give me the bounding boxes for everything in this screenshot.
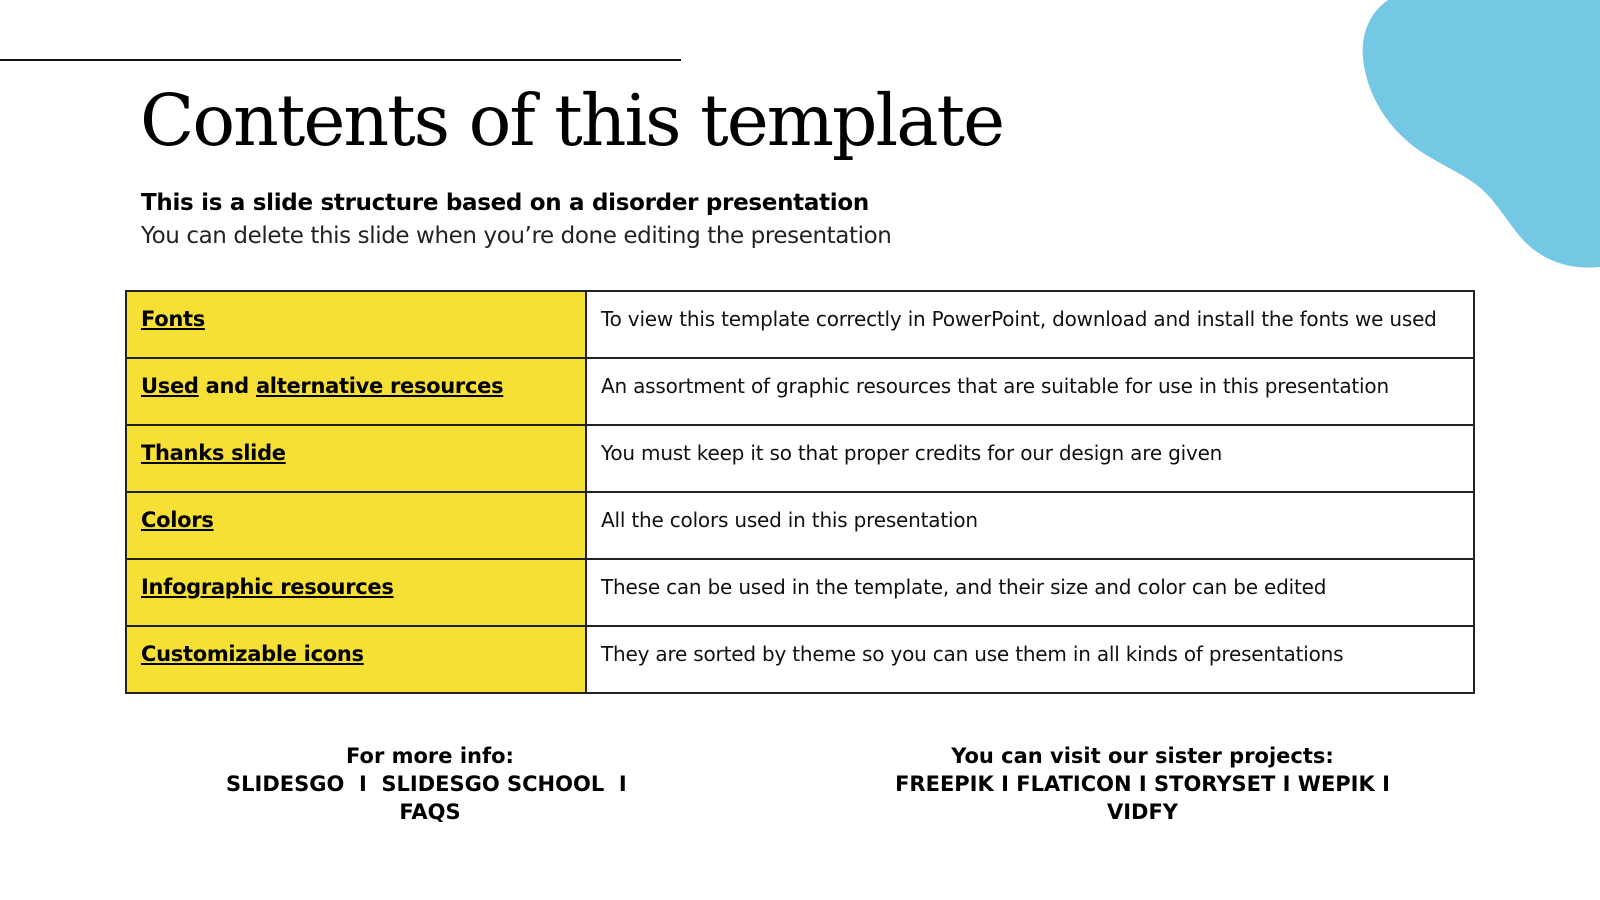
customizable-icons-link[interactable]: Customizable icons [141,642,364,666]
row-description: An assortment of graphic resources that are suitable for use in this presentation [586,358,1474,425]
top-divider-line [0,59,681,61]
faqs-link[interactable]: FAQS [399,800,461,824]
footer-separator: I [1382,772,1390,796]
footer-more-info [205,742,655,826]
flaticon-link[interactable]: FLATICON [1016,772,1132,796]
table-row [126,358,1474,425]
footer-sister-projects-heading: You can visit our sister projects: [951,744,1334,768]
colors-link[interactable]: Colors [141,508,214,532]
table-row [126,425,1474,492]
vidfy-link[interactable]: VIDFY [1106,800,1179,824]
footer-more-info-heading: For more info: [346,744,514,768]
decorative-blue-blob [1360,0,1600,275]
label-connector: and [205,374,249,398]
row-description: They are sorted by theme so you can use them in all kinds of presentations [586,626,1474,693]
footer-separator: I [1138,772,1147,796]
row-label-cell [126,425,586,492]
table-row [126,291,1474,358]
footer-separator: I [1001,772,1009,796]
table-row [126,492,1474,559]
row-label-cell [126,492,586,559]
storyset-link[interactable]: STORYSET [1154,772,1276,796]
contents-table [125,290,1475,694]
footer-sister-projects-links [870,770,1415,826]
slidesgo-link[interactable]: SLIDESGO [226,772,345,796]
row-description: These can be used in the template, and their size and color can be edited [586,559,1474,626]
row-label-cell [126,291,586,358]
wepik-link[interactable]: WEPIK [1297,772,1375,796]
row-description: You must keep it so that proper credits for our design are given [586,425,1474,492]
fonts-link[interactable]: Fonts [141,307,205,331]
footer-separator: I [358,772,367,796]
table-row [126,626,1474,693]
slide-subtitle: This is a slide structure based on a disorder presentation [141,190,869,216]
footer-more-info-links [205,770,655,826]
used-resources-link[interactable]: Used [141,374,199,398]
alternative-resources-link[interactable]: alternative resources [255,374,504,398]
footer-sister-projects [870,742,1415,826]
row-label-cell [126,358,586,425]
slide-title: Contents of this template [140,79,1004,162]
infographic-resources-link[interactable]: Infographic resources [141,575,394,599]
table-row [126,559,1474,626]
row-description: All the colors used in this presentation [586,492,1474,559]
slide-subtext: You can delete this slide when you’re done editing the presentation [141,223,892,249]
row-description: To view this template correctly in PowerPoint, download and install the fonts we used [586,291,1474,358]
footer-separator: I [1282,772,1291,796]
thanks-slide-link[interactable]: Thanks slide [141,441,286,465]
row-label-cell [126,626,586,693]
freepik-link[interactable]: FREEPIK [895,772,994,796]
footer-separator: I [618,772,627,796]
row-label-cell [126,559,586,626]
slidesgo-school-link[interactable]: SLIDESGO SCHOOL [381,772,605,796]
